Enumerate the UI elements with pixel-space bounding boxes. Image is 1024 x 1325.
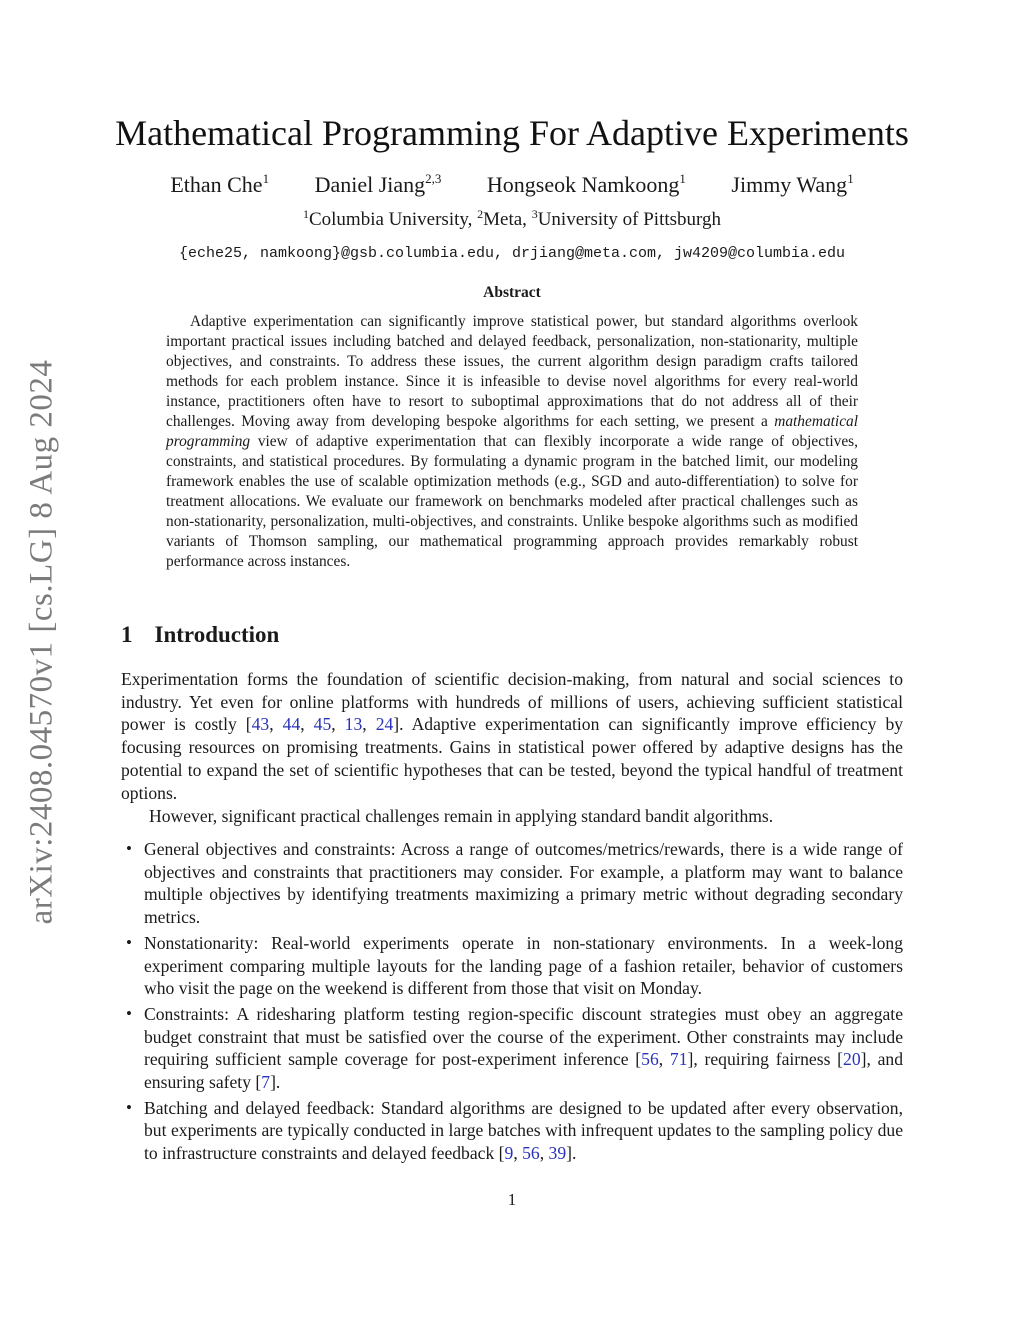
citation-20[interactable]: 20 bbox=[843, 1049, 861, 1070]
list-item: • Batching and delayed feedback: Standard algorithms are designed to be updated after every observation, but experiments are typically conducted in large batches with infrequent updates to the sampling policy due to infrastructure constraints and delayed feedback [9, 56, 39]. bbox=[126, 1097, 903, 1164]
citation-13[interactable]: 13 bbox=[344, 714, 363, 735]
citation-9[interactable]: 9 bbox=[504, 1143, 514, 1164]
section-heading-introduction: 1 Introduction bbox=[121, 622, 280, 647]
abstract-text: Adaptive experimentation can significantly improve statistical power, but standard algorithms overlook important practical issues including batched and delayed feedback, personalization, non-stationarity, multiple objectives, and constraints. To address these issues, the current algorithm design paradigm crafts tailored methods for each problem instance. Since it is infeasible to devise novel algorithms for every real-world instance, practitioners often have to resort to suboptimal approximations that do not address all of their challenges. Moving away from developing bespoke algorithms for each setting, we present a mathematical programming view of adaptive experimentation that can flexibly incorporate a wide range of objectives, constraints, and statistical procedures. By formulating a dynamic program in the batched limit, our modeling framework enables the use of scalable optimization methods (e.g., SGD and auto-differentiation) to solve for treatment allocations. We evaluate our framework on benchmarks modeled after practical challenges such as non-stationarity, personalization, multi-objectives, and constraints. Unlike bespoke algorithms such as modified variants of Thomson sampling, our mathematical programming approach provides remarkably robust performance across instances. bbox=[166, 313, 858, 570]
list-item: • Nonstationarity: Real-world experiments operate in non-stationary environments. In a week-long experiment comparing multiple layouts for the landing page of a fashion retailer, behavior of customers who visit the page on the weekend is different from those that visit on Monday. bbox=[126, 932, 903, 999]
abstract-heading: Abstract bbox=[483, 284, 541, 301]
bullet-icon: • bbox=[126, 1003, 132, 1023]
page-number: 1 bbox=[507, 1190, 517, 1209]
author-daniel-jiang: Daniel Jiang$^{2,3}$ bbox=[314, 171, 442, 197]
bullet-icon: • bbox=[126, 839, 132, 858]
citation-39[interactable]: 39 bbox=[548, 1143, 567, 1164]
bullet-icon: • bbox=[126, 1097, 132, 1117]
citation-24[interactable]: 24 bbox=[375, 714, 394, 735]
citation-56[interactable]: 56 bbox=[641, 1049, 659, 1070]
citation-71[interactable]: 71 bbox=[669, 1049, 688, 1070]
citation-44[interactable]: 44 bbox=[282, 714, 301, 735]
author-ethan-che: Ethan Che$^1$ bbox=[170, 171, 270, 197]
citation-45[interactable]: 45 bbox=[313, 714, 332, 735]
citation-56[interactable]: 56 bbox=[522, 1143, 540, 1164]
list-item: • General objectives and constraints: Across a range of outcomes/metrics/rewards, there is a wide range of objectives and constraints that practitioners may consider. For example, a platform may want to balance multiple objectives by identifying treatments maximizing a primary metric without degrading secondary metrics. bbox=[126, 839, 903, 928]
list-item: • Constraints: A ridesharing platform testing region-specific discount strategies must obey an aggregate budget constraint that must be satisfied over the course of the experiment. Other constraints may include requiring sufficient sample coverage for post-experiment inference [56, 71], requiring fairness [20], and ensuring safety [7]. bbox=[126, 1003, 903, 1093]
citation-43[interactable]: 43 bbox=[251, 714, 270, 735]
intro-paragraph-2: However, significant practical challenges remain in applying standard bandit algorithms. bbox=[149, 806, 774, 826]
citation-7[interactable]: 7 bbox=[261, 1072, 271, 1093]
challenges-list bbox=[121, 838, 903, 1168]
intro-paragraph-1: Experimentation forms the foundation of scientific decision-making, from natural and social sciences to industry. Yet even for online platforms with hundreds of millions of users, achieving sufficient statistical power is costly [43, 44, 45, 13, 24]. Adaptive experimentation can significantly improve efficiency by focusing resources on promising treatments. Gains in statistical power offered by adaptive designs has the potential to expand the set of scientific hypotheses that can be tested, beyond the typical handful of treatment options. bbox=[121, 669, 904, 803]
author-list bbox=[100, 172, 924, 198]
arxiv-identifier[interactable]: arXiv:2408.04570v1 [cs.LG] 8 Aug 2024 bbox=[23, 359, 60, 925]
author-emails: {eche25, namkoong}@gsb.columbia.edu, drjiang@meta.com, jw4209@columbia.edu bbox=[178, 245, 846, 262]
bullet-icon: • bbox=[126, 932, 132, 952]
affiliations: $^1$Columbia University, $^2$Meta, $^3$University of Pittsburgh bbox=[302, 207, 722, 230]
abstract-emphasis: mathematical programming bbox=[166, 413, 858, 450]
author-jimmy-wang: Jimmy Wang$^1$ bbox=[731, 171, 854, 197]
paper-title: Mathematical Programming For Adaptive Experiments bbox=[115, 113, 909, 153]
author-hongseok-namkoong: Hongseok Namkoong$^1$ bbox=[486, 171, 686, 197]
